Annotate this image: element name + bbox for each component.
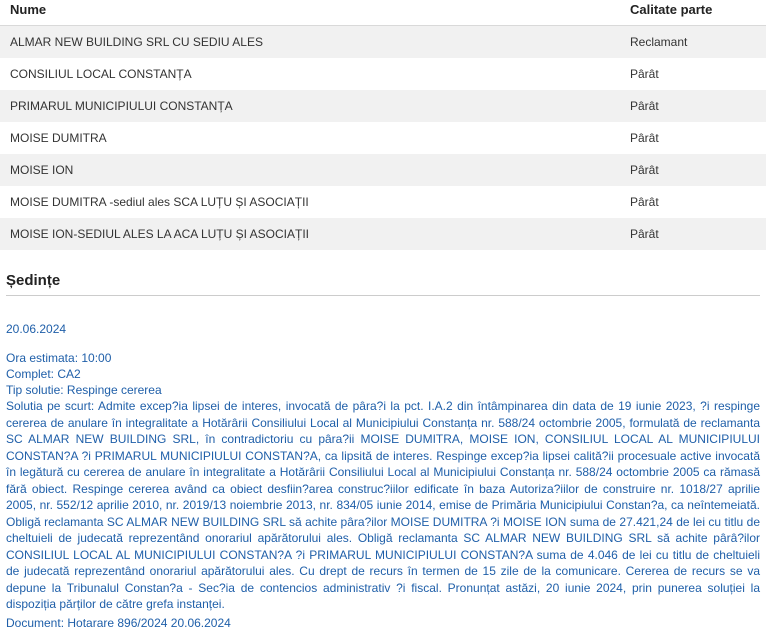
cell-party-name: PRIMARUL MUNICIPIULUI CONSTANȚA — [0, 90, 620, 122]
table-row — [0, 154, 766, 186]
cell-party-name: MOISE DUMITRA -sediul ales SCA LUȚU ȘI ASOCIAȚII — [0, 186, 620, 218]
cell-party-quality: Reclamant — [620, 26, 766, 59]
column-header-quality: Calitate parte — [620, 0, 766, 26]
table-row — [0, 122, 766, 154]
hearing-date: 20.06.2024 — [6, 322, 67, 336]
table-row — [0, 218, 766, 250]
hearing-estimated-time: Ora estimata: 10:00 — [6, 351, 112, 365]
cell-party-quality: Pârât — [620, 58, 766, 90]
parties-table-body — [0, 26, 766, 251]
hearing-solution-type: Tip solutie: Respinge cererea — [6, 383, 162, 397]
cell-party-name: CONSILIUL LOCAL CONSTANȚA — [0, 58, 620, 90]
cell-party-quality: Pârât — [620, 218, 766, 250]
hearing-entry — [0, 322, 766, 631]
cell-party-quality: Pârât — [620, 122, 766, 154]
hearing-panel: Complet: CA2 — [6, 367, 81, 381]
cell-party-name: MOISE ION — [0, 154, 620, 186]
column-header-name: Nume — [0, 0, 620, 26]
cell-party-name: MOISE DUMITRA — [0, 122, 620, 154]
hearing-document: Document: Hotarare 896/2024 20.06.2024 — [6, 615, 231, 630]
parties-table — [0, 0, 766, 250]
table-row — [0, 58, 766, 90]
cell-party-quality: Pârât — [620, 186, 766, 218]
cell-party-name: MOISE ION-SEDIUL ALES LA ACA LUȚU ȘI ASOCIAȚII — [0, 218, 620, 250]
table-row — [0, 26, 766, 59]
cell-party-quality: Pârât — [620, 154, 766, 186]
table-row — [0, 186, 766, 218]
section-title-hearings: Ședințe — [6, 272, 760, 296]
table-header-row — [0, 0, 766, 26]
hearing-solution-summary: Solutia pe scurt: Admite excep?ia lipsei de interes, invocată de pâra?i la pct. I.A.2 din întâmpinarea din data de 19 iunie 2023, ?i respinge cererea de anulare în integralitate a Hotărârii Consiliului Local al Municipiului Constanța nr. 588/24 octombrie 2005, formulată de reclamanta SC ALMAR NEW BUILDING SRL, în contradictoriu cu pâra?ii MOISE DUMITRA, MOISE ION, CONSILIUL LOCAL AL MUNICIPIULUI CONSTAN?A ?i PRIMARUL MUNICIPIULUI CONSTAN?A, ca lipsită de interes. Respinge excep?ia lipsei calită?ii procesuale active invocată în legătură cu cererea de anulare în integralitate a Hotărârii Consiliului Local al Municipiului Constanța nr. 588/24 octombrie 2005 ca rămasă fără obiect. Respinge cererea având ca obiect desfiin?area construc?iilor edificate în baza Autoriza?iilor de construire nr. 1018/27 aprilie 2005, nr. 552/12 aprilie 2010, nr. 2019/13 noiembrie 2013, nr. 834/05 iunie 2014, emise de Primăria Municipiului Constan?a, ca neîntemeiată. Obligă reclamanta SC ALMAR NEW BUILDING SRL să achite pâra?ilor MOISE DUMITRA ?i MOISE ION suma de 27.421,24 de lei cu titlu de cheltuieli de judecată reprezentând onorariul apărătorului ales. Obligă reclamanta SC ALMAR NEW BUILDING SRL să achite pârâ?ilor CONSILIUL LOCAL AL MUNICIPIULUI CONSTAN?A ?i PRIMARUL MUNICIPIULUI CONSTAN?A suma de 4.046 de lei cu titlu de cheltuieli de judecată reprezentând onorariul apărătorului ales. Cu drept de recurs în termen de 15 zile de la comunicare. Cererea de recurs se va depune la Tribunalul Constan?a - Sec?ia de contencios administrativ ?i fiscal. Pronunțat astăzi, 20 iunie 2024, prin punerea soluției la dispoziția părților de către grefa instanței. — [6, 399, 760, 611]
parties-table-head — [0, 0, 766, 26]
cell-party-quality: Pârât — [620, 90, 766, 122]
table-row — [0, 90, 766, 122]
cell-party-name: ALMAR NEW BUILDING SRL CU SEDIU ALES — [0, 26, 620, 59]
hearings-section — [0, 272, 766, 296]
